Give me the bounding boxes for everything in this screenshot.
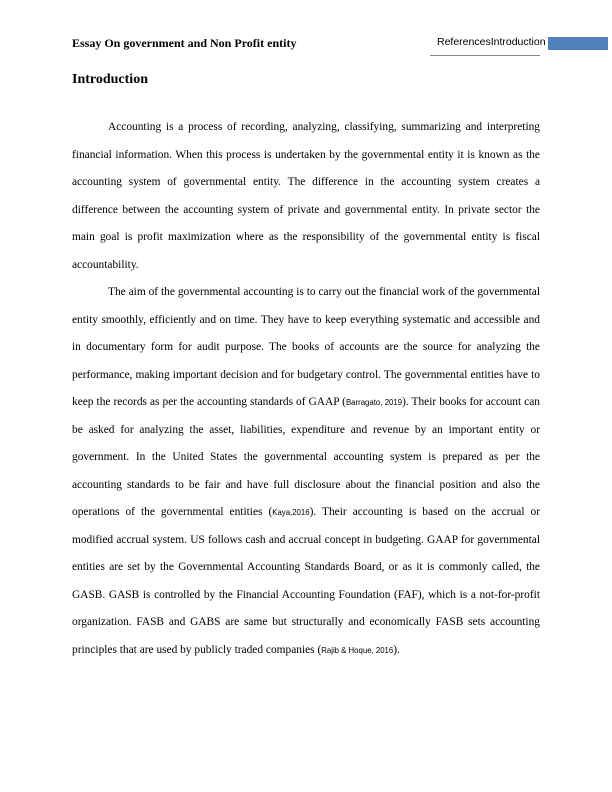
paragraph-2 [72,279,540,664]
header-section-label: ReferencesIntroduction [437,36,546,48]
paragraph-1 [72,114,540,279]
citation-barragato: Barragato, 2019 [345,398,403,407]
header-accent-bar [548,37,608,50]
citation-rajib-hoque: Rajib & Hoque, 2016 [321,645,394,655]
document-header-title: Essay On government and Non Profit entity [72,36,297,50]
paragraph-text: Accounting is a process of recording, analyzing, classifying, summarizing and interpreting financial information. When this process is undertaken by the governmental entity it is known as the accounting system of governmental entity. The difference in the accounting system creates a difference between the accounting system of private and governmental entity. In private sector the main goal is profit maximization where as the responsibility of the governmental entity is fiscal accountability. [72,121,540,271]
paragraph-text: ). [393,643,400,656]
header-divider [430,55,540,56]
paragraph-text: ). Their books for account can be asked for analyzing the asset, liabilities, expenditure and revenue by an important entity or government. In the United States the governmental accounting system is prepared as per the accounting standards to be fair and have full disclosure about the financial position and also the operations of the governmental entities ( [72,396,540,518]
paragraph-text: ). Their accounting is based on the accrual or modified accrual system. US follows cash and accrual concept in budgeting. GAAP for governmental entities are set by the Governmental Accounting Standards Board, or as it is commonly called, the GASB. GASB is controlled by the Financial Accounting Foundation (FAF), which is a not-for-profit organization. FASB and GABS are same but structurally and economically FASB sets accounting principles that are used by publicly traded companies ( [72,506,540,656]
paragraph-text: The aim of the governmental accounting is to carry out the financial work of the governmental entity smoothly, efficiently and on time. They have to keep everything systematic and accessible and in documentary form for audit purpose. The books of accounts are the source for analyzing the performance, making important decision and for budgetary control. The governmental entities have to keep the records as per the accounting standards of GAAP ( [72,286,540,408]
citation-kaya: Kaya,2016 [272,508,310,517]
essay-body [72,114,540,664]
section-heading: Introduction [72,72,148,87]
